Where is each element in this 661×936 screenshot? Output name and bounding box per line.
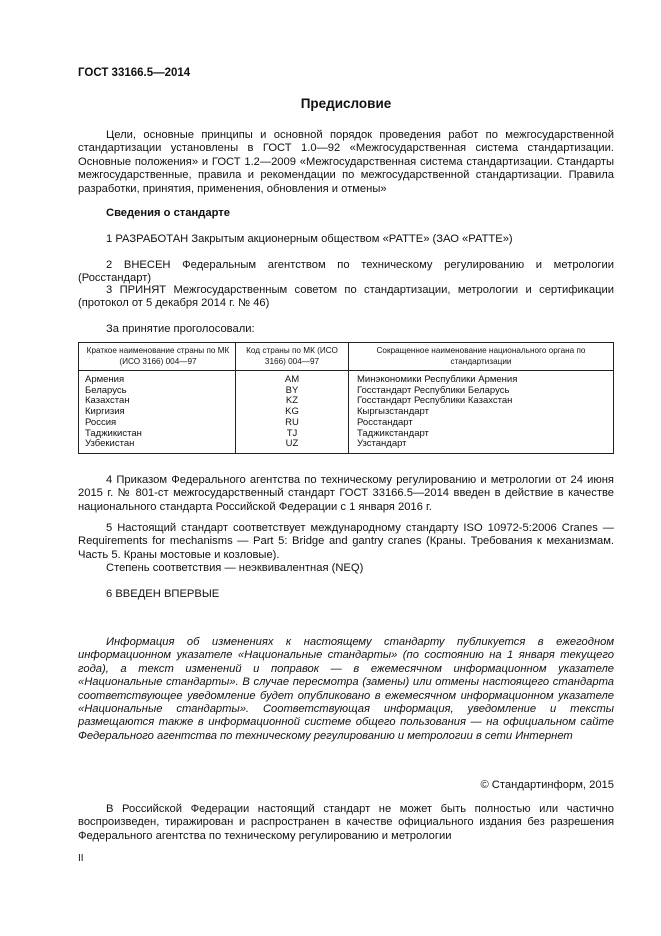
voted-label: За принятие проголосовали: [106,323,255,335]
table-cell-body: Узстандарт [349,439,614,453]
table-cell-country: Киргизия [79,407,236,418]
item-developed: 1 РАЗРАБОТАН Закрытым акционерным обществом «РАТТЕ» (ЗАО «РАТТЕ») [106,233,513,245]
table-cell-code: AM [236,371,349,386]
table-cell-country: Беларусь [79,386,236,397]
table-cell-code: KZ [236,396,349,407]
table-header-country: Краткое наименование страны по МК (ИСО 3166) 004—97 [79,343,236,371]
table-header-row [79,343,614,371]
table-cell-code: BY [236,386,349,397]
item-correspondence-degree: Степень соответствия — неэквивалентная (NEQ) [106,562,364,574]
table-row [79,439,614,453]
table-cell-country: Россия [79,418,236,429]
table-cell-code: KG [236,407,349,418]
table-cell-code: RU [236,418,349,429]
table-cell-country: Узбекистан [79,439,236,453]
item-first-introduced: 6 ВВЕДЕН ВПЕРВЫЕ [106,588,220,600]
intro-paragraph: Цели, основные принципы и основной порядок проведения работ по межгосударственной стандартизации установлены в ГОСТ 1.0—92 «Межгосударственная система стандартизации. Основные положения» и ГОСТ 1.2—2009 «Межгосударственная система стандартизации. Стандарты межгосударственные, правила и рекомендации по межгосударственной стандартизации. Правила разработки, принятия, применения, обновления и отмены» [78,129,614,195]
table-row [79,429,614,440]
info-notice: Информация об изменениях к настоящему стандарту публикуется в ежегодном информационном указателе «Национальные стандарты» (по состоянию на 1 января текущего года), а текст изменений и поправок — в ежемесячном информационном указателе «Национальные стандарты». В случае пересмотра (замены) или отмены настоящего стандарта соответствующее уведомление будет опубликовано в ежемесячном информационном указателе «Национальные стандарты». Соответствующая информация, уведомление и тексты размещаются также в информационной системе общего пользования — на официальном сайте Федерального агентства по техническому регулированию и метрологии в сети Интернет [78,636,614,742]
table-cell-body: Госстандарт Республики Беларусь [349,386,614,397]
table-row [79,371,614,386]
table-row [79,418,614,429]
table-header-body: Сокращенное наименование национального органа по стандартизации [349,343,614,371]
table-header-code: Код страны по МК (ИСО 3166) 004—97 [236,343,349,371]
table-row [79,386,614,397]
page-number: II [78,853,84,864]
table-cell-body: Минэкономики Республики Армения [349,371,614,386]
table-cell-body: Таджикстандарт [349,429,614,440]
table-cell-country: Таджикистан [79,429,236,440]
item-order: 4 Приказом Федерального агентства по техническому регулированию и метрологии от 24 июня 2015 г. № 801-ст межгосударственный стандарт ГОСТ 33166.5—2014 введен в действие в качестве национального стандарта Российской Федерации с 1 января 2016 г. [78,474,614,513]
table-cell-body: Росстандарт [349,418,614,429]
copyright: © Стандартинформ, 2015 [480,779,614,791]
table-cell-code: UZ [236,439,349,453]
table-cell-country: Казахстан [79,396,236,407]
table-cell-code: TJ [236,429,349,440]
table-cell-body: Кыргызстандарт [349,407,614,418]
table-cell-body: Госстандарт Республики Казахстан [349,396,614,407]
page-title: Предисловие [300,96,392,111]
table-row [79,396,614,407]
document-code: ГОСТ 33166.5—2014 [78,67,191,79]
table-cell-country: Армения [79,371,236,386]
item-adopted: 3 ПРИНЯТ Межгосударственным советом по стандартизации, метрологии и сертификации (протокол от 5 декабря 2014 г. № 46) [78,284,614,310]
item-correspondence: 5 Настоящий стандарт соответствует международному стандарту ISO 10972-5:2006 Cranes — Requirements for mechanisms — Part 5: Bridge and gantry cranes (Краны. Требования к механизмам. Часть 5. Краны мостовые и козловые). [78,522,614,561]
item-introduced: 2 ВНЕСЕН Федеральным агентством по техническому регулированию и метрологии (Росстандарт) [78,259,614,285]
table-row [79,407,614,418]
section-heading: Сведения о стандарте [106,207,230,219]
voting-table [78,342,614,454]
rights-notice: В Российской Федерации настоящий стандарт не может быть полностью или частично воспроизведен, тиражирован и распространен в качестве официального издания без разрешения Федерального агентства по техническому регулированию и метрологии [78,803,614,842]
